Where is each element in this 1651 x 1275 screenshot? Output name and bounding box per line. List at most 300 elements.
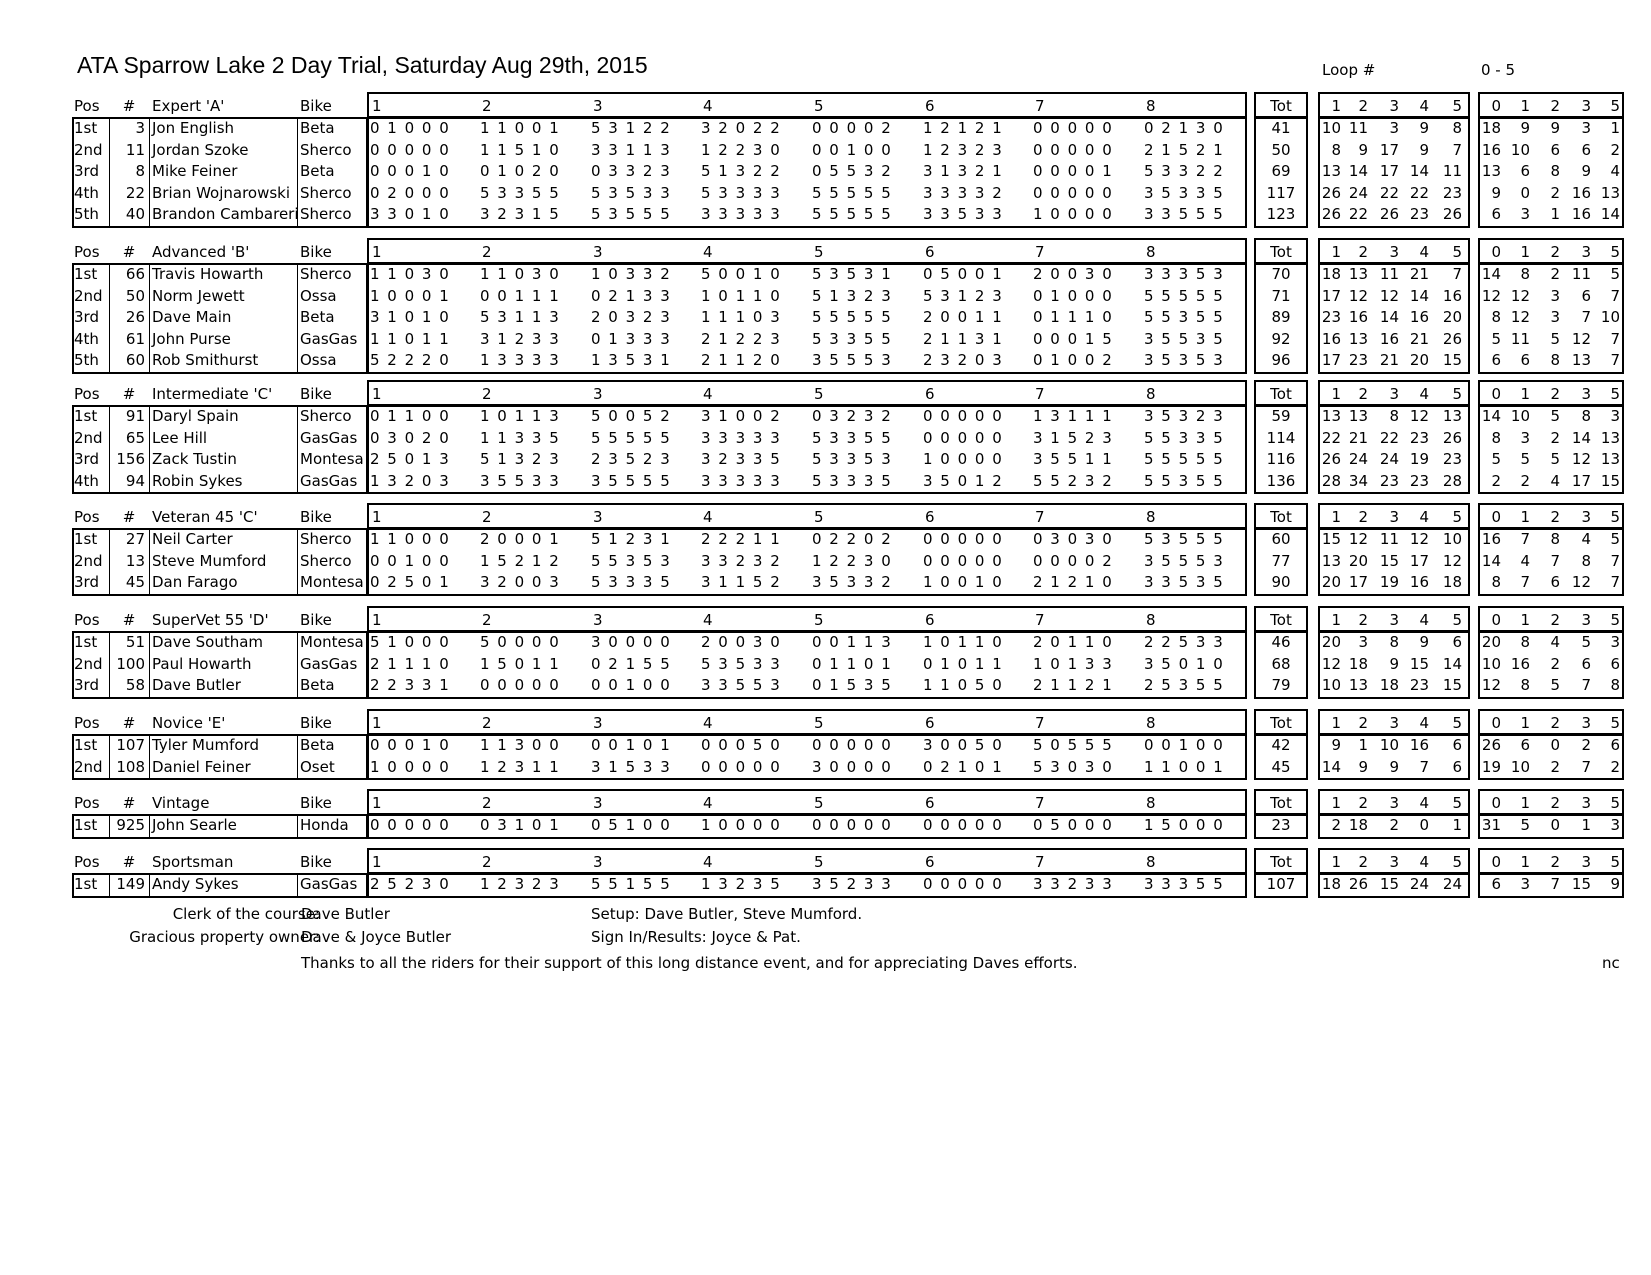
loop-header-5: 5 bbox=[814, 794, 824, 812]
loop-2-total: 11 bbox=[1348, 119, 1368, 137]
loop-1-total: 16 bbox=[1321, 329, 1341, 348]
loop-1-total: 10 bbox=[1321, 676, 1341, 694]
loop-1-total: 12 bbox=[1321, 654, 1341, 673]
loop-6-scores: 0 5 0 0 1 bbox=[923, 265, 1002, 283]
loop-1-scores: 0 0 0 0 0 bbox=[370, 140, 449, 159]
pos-header: Pos bbox=[74, 853, 100, 871]
rider-name: Jon English bbox=[152, 119, 235, 137]
loop-4-total: 24 bbox=[1409, 875, 1429, 893]
owner-label: Gracious property owner: bbox=[129, 928, 320, 946]
score-count-header-4: 5 bbox=[1610, 794, 1620, 812]
loop-3-total: 10 bbox=[1379, 736, 1399, 754]
loop-7-scores: 3 5 5 1 1 bbox=[1033, 450, 1112, 468]
score-1-count: 5 bbox=[1520, 450, 1530, 468]
score-3-count: 2 bbox=[1581, 736, 1591, 754]
loop-4-total: 9 bbox=[1419, 633, 1429, 651]
rider-name: John Searle bbox=[152, 816, 237, 834]
loop-5-scores: 0 1 5 3 5 bbox=[812, 676, 891, 694]
loop-2-total: 18 bbox=[1348, 654, 1368, 673]
loop-total-header-1: 1 bbox=[1331, 243, 1341, 261]
loop-4-scores: 3 1 0 0 2 bbox=[701, 407, 780, 425]
loop-2-total: 12 bbox=[1348, 286, 1368, 305]
loop-total-header-2: 2 bbox=[1358, 853, 1368, 871]
loop-header-8: 8 bbox=[1146, 243, 1156, 261]
score-3-count: 16 bbox=[1571, 183, 1591, 202]
loop-5-scores: 5 3 5 3 1 bbox=[812, 265, 891, 283]
loop-2-scores: 1 1 0 3 0 bbox=[480, 265, 559, 283]
score-count-header-2: 2 bbox=[1550, 853, 1560, 871]
loop-total-header-3: 3 bbox=[1389, 853, 1399, 871]
number-header: # bbox=[122, 97, 136, 115]
score-count-header-4: 5 bbox=[1610, 611, 1620, 629]
rider-bike: Sherco bbox=[300, 530, 352, 548]
score-3-count: 6 bbox=[1581, 654, 1591, 673]
loop-1-total: 26 bbox=[1321, 183, 1341, 202]
rider-total: 50 bbox=[1271, 140, 1291, 159]
loop-6-scores: 1 0 1 1 0 bbox=[923, 633, 1002, 651]
loop-1-scores: 0 0 0 0 0 bbox=[370, 816, 449, 834]
loop-7-scores: 0 0 0 1 5 bbox=[1033, 329, 1112, 348]
loop-number-label: Loop # bbox=[1322, 61, 1376, 79]
loop-7-scores: 3 1 5 2 3 bbox=[1033, 428, 1112, 447]
loop-7-scores: 0 0 0 0 0 bbox=[1033, 140, 1112, 159]
bike-header: Bike bbox=[300, 714, 332, 732]
class-header: Vintage bbox=[152, 794, 210, 812]
loop-2-scores: 2 0 0 0 1 bbox=[480, 530, 559, 548]
loop-2-scores: 3 5 5 3 3 bbox=[480, 471, 559, 490]
loop-5-total: 16 bbox=[1442, 286, 1462, 305]
tot-header: Tot bbox=[1270, 794, 1292, 812]
rider-position: 3rd bbox=[74, 162, 99, 180]
rider-bike: Sherco bbox=[300, 140, 352, 159]
rider-name: Brian Wojnarowski bbox=[152, 183, 291, 202]
tot-header: Tot bbox=[1270, 385, 1292, 403]
loop-8-scores: 3 3 3 5 5 bbox=[1144, 875, 1223, 893]
loop-7-scores: 1 0 0 0 0 bbox=[1033, 205, 1112, 223]
rider-number: 66 bbox=[125, 265, 145, 283]
loop-header-5: 5 bbox=[814, 97, 824, 115]
loop-2-scores: 3 2 0 0 3 bbox=[480, 573, 559, 591]
loop-1-total: 26 bbox=[1321, 450, 1341, 468]
loop-8-scores: 3 3 5 5 5 bbox=[1144, 205, 1223, 223]
rider-number: 61 bbox=[125, 329, 145, 348]
loop-header-3: 3 bbox=[593, 385, 603, 403]
loop-1-scores: 0 1 0 0 0 bbox=[370, 119, 449, 137]
score-count-header-0: 0 bbox=[1491, 243, 1501, 261]
col-divider bbox=[297, 873, 298, 898]
loop-1-scores: 0 0 0 1 0 bbox=[370, 162, 449, 180]
score-0-count: 5 bbox=[1491, 329, 1501, 348]
score-0-count: 14 bbox=[1481, 265, 1501, 283]
rider-total: 77 bbox=[1271, 551, 1291, 570]
rider-name: Andy Sykes bbox=[152, 875, 239, 893]
rider-bike: Beta bbox=[300, 676, 335, 694]
loop-header-4: 4 bbox=[703, 714, 713, 732]
loop-1-total: 9 bbox=[1331, 736, 1341, 754]
score-5-count: 10 bbox=[1600, 308, 1620, 326]
score-count-header-3: 3 bbox=[1581, 243, 1591, 261]
col-divider bbox=[297, 734, 298, 780]
loop-5-total: 7 bbox=[1452, 265, 1462, 283]
loop-header-1: 1 bbox=[372, 611, 382, 629]
rider-position: 2nd bbox=[74, 757, 103, 776]
loop-2-scores: 5 3 1 1 3 bbox=[480, 308, 559, 326]
col-divider bbox=[297, 814, 298, 839]
score-0-count: 2 bbox=[1491, 471, 1501, 490]
loop-1-scores: 1 3 2 0 3 bbox=[370, 471, 449, 490]
rider-position: 2nd bbox=[74, 654, 103, 673]
loop-5-total: 14 bbox=[1442, 654, 1462, 673]
loop-header-1: 1 bbox=[372, 508, 382, 526]
score-0-count: 9 bbox=[1491, 183, 1501, 202]
loop-8-scores: 5 3 5 5 5 bbox=[1144, 530, 1223, 548]
score-2-count: 7 bbox=[1550, 875, 1560, 893]
pos-header: Pos bbox=[74, 243, 100, 261]
loop-5-scores: 5 3 3 5 5 bbox=[812, 428, 891, 447]
loop-header-8: 8 bbox=[1146, 97, 1156, 115]
rider-total: 107 bbox=[1266, 875, 1296, 893]
rider-total: 68 bbox=[1271, 654, 1291, 673]
loop-6-scores: 5 3 1 2 3 bbox=[923, 286, 1002, 305]
rider-number: 51 bbox=[125, 633, 145, 651]
loop-2-total: 9 bbox=[1358, 757, 1368, 776]
score-1-count: 8 bbox=[1520, 265, 1530, 283]
loop-header-1: 1 bbox=[372, 714, 382, 732]
loop-header-8: 8 bbox=[1146, 611, 1156, 629]
loop-1-scores: 1 1 0 3 0 bbox=[370, 265, 449, 283]
loop-header-7: 7 bbox=[1035, 714, 1045, 732]
loop-total-header-4: 4 bbox=[1419, 794, 1429, 812]
score-5-count: 7 bbox=[1610, 351, 1620, 369]
rider-name: Dan Farago bbox=[152, 573, 238, 591]
loop-total-header-5: 5 bbox=[1452, 794, 1462, 812]
loop-7-scores: 2 1 2 1 0 bbox=[1033, 573, 1112, 591]
score-2-count: 6 bbox=[1550, 573, 1560, 591]
score-count-header-3: 3 bbox=[1581, 794, 1591, 812]
tot-header: Tot bbox=[1270, 853, 1292, 871]
rider-position: 2nd bbox=[74, 286, 103, 305]
score-1-count: 12 bbox=[1510, 308, 1530, 326]
loop-7-scores: 3 3 2 3 3 bbox=[1033, 875, 1112, 893]
bike-header: Bike bbox=[300, 243, 332, 261]
loop-total-header-2: 2 bbox=[1358, 243, 1368, 261]
loop-1-total: 13 bbox=[1321, 407, 1341, 425]
page-title: ATA Sparrow Lake 2 Day Trial, Saturday Aug 29th, 2015 bbox=[77, 52, 648, 78]
loop-header-5: 5 bbox=[814, 611, 824, 629]
score-count-header-3: 3 bbox=[1581, 714, 1591, 732]
loop-header-3: 3 bbox=[593, 508, 603, 526]
loop-3-scores: 0 2 1 3 3 bbox=[591, 286, 670, 305]
loop-4-scores: 2 0 0 3 0 bbox=[701, 633, 780, 651]
score-1-count: 6 bbox=[1520, 736, 1530, 754]
loop-5-total: 13 bbox=[1442, 407, 1462, 425]
loop-4-scores: 3 3 5 5 3 bbox=[701, 676, 780, 694]
loop-2-scores: 1 2 3 1 1 bbox=[480, 757, 559, 776]
score-0-count: 14 bbox=[1481, 551, 1501, 570]
loop-header-2: 2 bbox=[482, 243, 492, 261]
loop-total-header-1: 1 bbox=[1331, 385, 1341, 403]
score-count-header-1: 1 bbox=[1520, 243, 1530, 261]
loop-total-header-5: 5 bbox=[1452, 611, 1462, 629]
loop-header-6: 6 bbox=[925, 794, 935, 812]
loop-5-total: 28 bbox=[1442, 471, 1462, 490]
score-0-count: 16 bbox=[1481, 140, 1501, 159]
loop-5-scores: 0 3 2 3 2 bbox=[812, 407, 891, 425]
loop-7-scores: 5 3 0 3 0 bbox=[1033, 757, 1112, 776]
col-divider bbox=[297, 631, 298, 699]
loop-3-total: 22 bbox=[1379, 183, 1399, 202]
score-2-count: 5 bbox=[1550, 676, 1560, 694]
loop-3-scores: 3 5 5 5 5 bbox=[591, 471, 670, 490]
loop-5-scores: 5 3 3 5 3 bbox=[812, 450, 891, 468]
score-count-header-2: 2 bbox=[1550, 611, 1560, 629]
col-divider bbox=[149, 528, 150, 596]
loop-4-scores: 3 1 1 5 2 bbox=[701, 573, 780, 591]
loop-total-header-1: 1 bbox=[1331, 611, 1341, 629]
loop-total-header-5: 5 bbox=[1452, 385, 1462, 403]
loop-header-6: 6 bbox=[925, 385, 935, 403]
class-header: Intermediate 'C' bbox=[152, 385, 273, 403]
rider-bike: Sherco bbox=[300, 205, 352, 223]
score-2-count: 8 bbox=[1550, 530, 1560, 548]
loop-1-total: 18 bbox=[1321, 875, 1341, 893]
rider-name: Neil Carter bbox=[152, 530, 233, 548]
loop-header-8: 8 bbox=[1146, 853, 1156, 871]
loop-8-scores: 2 1 5 2 1 bbox=[1144, 140, 1223, 159]
score-count-header-1: 1 bbox=[1520, 714, 1530, 732]
rider-total: 70 bbox=[1271, 265, 1291, 283]
rider-name: Brandon Cambareri bbox=[152, 205, 299, 223]
loop-4-total: 12 bbox=[1409, 407, 1429, 425]
loop-header-7: 7 bbox=[1035, 97, 1045, 115]
rider-total: 69 bbox=[1271, 162, 1291, 180]
loop-2-total: 18 bbox=[1348, 816, 1368, 834]
rider-bike: GasGas bbox=[300, 329, 358, 348]
score-count-header-1: 1 bbox=[1520, 853, 1530, 871]
loop-4-total: 9 bbox=[1419, 140, 1429, 159]
loop-5-total: 26 bbox=[1442, 329, 1462, 348]
class-header: Novice 'E' bbox=[152, 714, 226, 732]
loop-3-scores: 0 2 1 5 5 bbox=[591, 654, 670, 673]
loop-5-total: 18 bbox=[1442, 573, 1462, 591]
loop-7-scores: 0 0 0 0 0 bbox=[1033, 183, 1112, 202]
loop-header-2: 2 bbox=[482, 97, 492, 115]
score-3-count: 4 bbox=[1581, 530, 1591, 548]
rider-position: 4th bbox=[74, 471, 99, 490]
loop-total-header-5: 5 bbox=[1452, 508, 1462, 526]
loop-2-scores: 0 0 0 0 0 bbox=[480, 676, 559, 694]
loop-3-scores: 0 0 1 0 0 bbox=[591, 676, 670, 694]
loop-1-scores: 0 0 0 1 0 bbox=[370, 736, 449, 754]
rider-name: John Purse bbox=[152, 329, 231, 348]
loop-header-2: 2 bbox=[482, 611, 492, 629]
score-2-count: 2 bbox=[1550, 183, 1560, 202]
loop-4-total: 21 bbox=[1409, 329, 1429, 348]
rider-bike: Ossa bbox=[300, 351, 337, 369]
loop-7-scores: 0 3 0 3 0 bbox=[1033, 530, 1112, 548]
loop-2-total: 13 bbox=[1348, 329, 1368, 348]
rider-position: 1st bbox=[74, 736, 98, 754]
score-1-count: 6 bbox=[1520, 162, 1530, 180]
loop-total-header-4: 4 bbox=[1419, 853, 1429, 871]
loop-header-6: 6 bbox=[925, 853, 935, 871]
rider-total: 123 bbox=[1266, 205, 1296, 223]
loop-total-header-2: 2 bbox=[1358, 508, 1368, 526]
loop-1-scores: 1 0 0 0 0 bbox=[370, 757, 449, 776]
loop-5-scores: 3 5 2 3 3 bbox=[812, 875, 891, 893]
score-3-count: 12 bbox=[1571, 450, 1591, 468]
loop-7-scores: 0 1 1 1 0 bbox=[1033, 308, 1112, 326]
score-3-count: 7 bbox=[1581, 308, 1591, 326]
score-1-count: 0 bbox=[1520, 183, 1530, 202]
loop-3-total: 14 bbox=[1379, 308, 1399, 326]
loop-header-3: 3 bbox=[593, 714, 603, 732]
score-1-count: 10 bbox=[1510, 407, 1530, 425]
loop-2-total: 26 bbox=[1348, 875, 1368, 893]
rider-name: Paul Howarth bbox=[152, 654, 252, 673]
loop-3-total: 3 bbox=[1389, 119, 1399, 137]
loop-1-total: 26 bbox=[1321, 205, 1341, 223]
score-count-header-4: 5 bbox=[1610, 97, 1620, 115]
loop-2-total: 23 bbox=[1348, 351, 1368, 369]
loop-5-total: 12 bbox=[1442, 551, 1462, 570]
score-0-count: 6 bbox=[1491, 351, 1501, 369]
loop-total-header-3: 3 bbox=[1389, 243, 1399, 261]
score-3-count: 11 bbox=[1571, 265, 1591, 283]
loop-3-total: 23 bbox=[1379, 471, 1399, 490]
loop-1-scores: 5 1 0 0 0 bbox=[370, 633, 449, 651]
loop-3-total: 11 bbox=[1379, 530, 1399, 548]
loop-2-scores: 1 1 3 3 5 bbox=[480, 428, 559, 447]
loop-header-6: 6 bbox=[925, 714, 935, 732]
loop-4-scores: 1 3 2 3 5 bbox=[701, 875, 780, 893]
loop-2-scores: 5 1 3 2 3 bbox=[480, 450, 559, 468]
loop-3-total: 9 bbox=[1389, 757, 1399, 776]
loop-4-total: 12 bbox=[1409, 530, 1429, 548]
loop-3-scores: 3 1 5 3 3 bbox=[591, 757, 670, 776]
loop-7-scores: 0 0 0 0 0 bbox=[1033, 119, 1112, 137]
loop-4-scores: 3 3 3 3 3 bbox=[701, 205, 780, 223]
rider-total: 46 bbox=[1271, 633, 1291, 651]
loop-3-scores: 1 3 5 3 1 bbox=[591, 351, 670, 369]
rider-position: 5th bbox=[74, 351, 99, 369]
score-0-count: 26 bbox=[1481, 736, 1501, 754]
loop-total-header-5: 5 bbox=[1452, 243, 1462, 261]
loop-total-header-4: 4 bbox=[1419, 508, 1429, 526]
rider-total: 116 bbox=[1266, 450, 1296, 468]
loop-3-total: 21 bbox=[1379, 351, 1399, 369]
rider-bike: GasGas bbox=[300, 471, 358, 490]
rider-name: Zack Tustin bbox=[152, 450, 237, 468]
loop-6-scores: 0 0 0 0 0 bbox=[923, 816, 1002, 834]
score-5-count: 3 bbox=[1610, 816, 1620, 834]
score-2-count: 2 bbox=[1550, 428, 1560, 447]
rider-position: 1st bbox=[74, 265, 98, 283]
loop-8-scores: 3 5 5 3 5 bbox=[1144, 329, 1223, 348]
loop-4-scores: 2 1 1 2 0 bbox=[701, 351, 780, 369]
score-5-count: 6 bbox=[1610, 654, 1620, 673]
loop-6-scores: 0 0 0 0 0 bbox=[923, 407, 1002, 425]
score-count-header-1: 1 bbox=[1520, 794, 1530, 812]
loop-2-total: 1 bbox=[1358, 736, 1368, 754]
loop-header-7: 7 bbox=[1035, 794, 1045, 812]
loop-4-total: 22 bbox=[1409, 183, 1429, 202]
tot-header: Tot bbox=[1270, 508, 1292, 526]
loop-header-4: 4 bbox=[703, 243, 713, 261]
loop-2-total: 3 bbox=[1358, 633, 1368, 651]
loop-header-6: 6 bbox=[925, 611, 935, 629]
loop-header-5: 5 bbox=[814, 243, 824, 261]
loop-1-total: 17 bbox=[1321, 351, 1341, 369]
rider-name: Daryl Spain bbox=[152, 407, 239, 425]
loop-header-3: 3 bbox=[593, 611, 603, 629]
loop-5-scores: 0 0 1 0 0 bbox=[812, 140, 891, 159]
loop-total-header-4: 4 bbox=[1419, 385, 1429, 403]
loop-8-scores: 3 5 0 1 0 bbox=[1144, 654, 1223, 673]
rider-total: 92 bbox=[1271, 329, 1291, 348]
loop-2-scores: 1 2 3 2 3 bbox=[480, 875, 559, 893]
loop-3-scores: 5 5 5 5 5 bbox=[591, 428, 670, 447]
score-2-count: 3 bbox=[1550, 308, 1560, 326]
loop-2-total: 13 bbox=[1348, 676, 1368, 694]
loop-3-scores: 0 0 1 0 1 bbox=[591, 736, 670, 754]
loop-5-scores: 0 2 2 0 2 bbox=[812, 530, 891, 548]
loop-5-scores: 0 0 1 1 3 bbox=[812, 633, 891, 651]
loop-header-3: 3 bbox=[593, 853, 603, 871]
loop-2-total: 21 bbox=[1348, 428, 1368, 447]
score-3-count: 14 bbox=[1571, 428, 1591, 447]
score-2-count: 6 bbox=[1550, 140, 1560, 159]
score-0-count: 20 bbox=[1481, 633, 1501, 651]
loop-3-scores: 5 0 0 5 2 bbox=[591, 407, 670, 425]
col-divider bbox=[149, 263, 150, 374]
rider-bike: Honda bbox=[300, 816, 349, 834]
score-count-header-4: 5 bbox=[1610, 853, 1620, 871]
rider-number: 3 bbox=[135, 119, 145, 137]
loop-5-total: 23 bbox=[1442, 450, 1462, 468]
loop-4-scores: 3 3 3 3 3 bbox=[701, 428, 780, 447]
score-1-count: 8 bbox=[1520, 633, 1530, 651]
score-3-count: 7 bbox=[1581, 757, 1591, 776]
loop-header-5: 5 bbox=[814, 508, 824, 526]
loop-header-5: 5 bbox=[814, 853, 824, 871]
score-count-header-3: 3 bbox=[1581, 97, 1591, 115]
loop-3-scores: 5 1 2 3 1 bbox=[591, 530, 670, 548]
rider-name: Robin Sykes bbox=[152, 471, 243, 490]
loop-6-scores: 0 0 0 0 0 bbox=[923, 530, 1002, 548]
loop-4-total: 23 bbox=[1409, 676, 1429, 694]
loop-8-scores: 2 2 5 3 3 bbox=[1144, 633, 1223, 651]
score-count-header-0: 0 bbox=[1491, 508, 1501, 526]
loop-total-header-4: 4 bbox=[1419, 714, 1429, 732]
loop-8-scores: 3 5 3 3 5 bbox=[1144, 183, 1223, 202]
score-0-count: 10 bbox=[1481, 654, 1501, 673]
col-divider bbox=[149, 405, 150, 494]
loop-header-1: 1 bbox=[372, 853, 382, 871]
loop-6-scores: 2 3 2 0 3 bbox=[923, 351, 1002, 369]
score-1-count: 11 bbox=[1510, 329, 1530, 348]
col-divider bbox=[297, 263, 298, 374]
rider-total: 90 bbox=[1271, 573, 1291, 591]
loop-3-scores: 1 0 3 3 2 bbox=[591, 265, 670, 283]
rider-bike: Sherco bbox=[300, 407, 352, 425]
score-0-count: 13 bbox=[1481, 162, 1501, 180]
score-3-count: 17 bbox=[1571, 471, 1591, 490]
score-5-count: 1 bbox=[1610, 119, 1620, 137]
rider-number: 45 bbox=[125, 573, 145, 591]
loop-7-scores: 0 0 0 0 1 bbox=[1033, 162, 1112, 180]
score-count-header-3: 3 bbox=[1581, 385, 1591, 403]
